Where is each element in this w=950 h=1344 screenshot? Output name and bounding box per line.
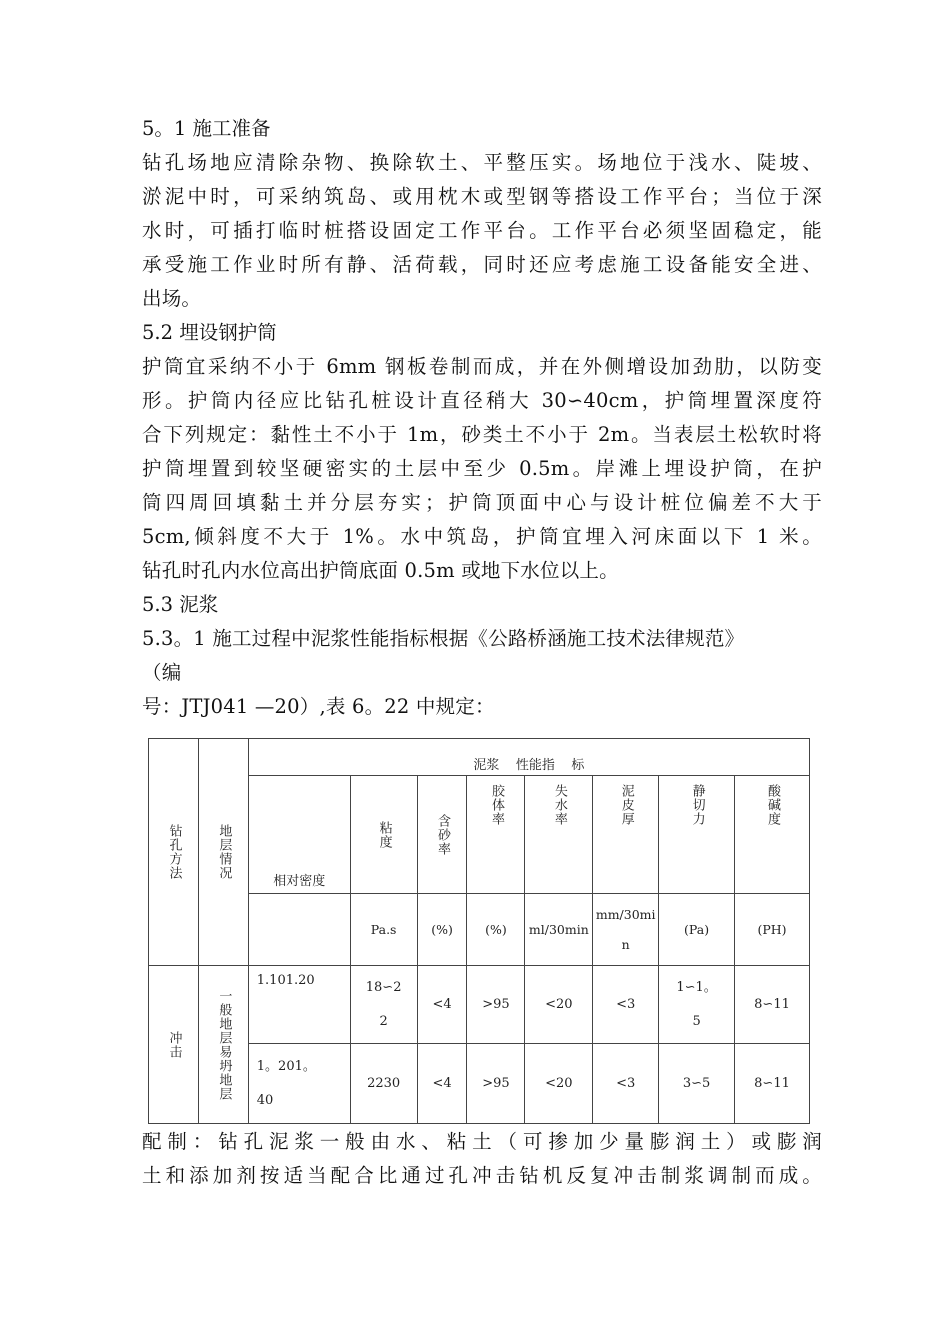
paragraph-line: 5cm,倾斜度不大于 1%。水中筑岛，护筒宜埋入河床面以下 1 米。 [142,525,822,548]
table-cell: 8∽11 [735,966,810,1044]
closing-paragraph [142,1125,822,1193]
table-cell: <4 [417,1044,467,1124]
header-colloid: 胶体率 [467,776,525,894]
header-sand: 含砂率 [417,776,467,894]
unit-viscosity: Pa.s [350,894,417,966]
table-cell: <3 [593,966,659,1044]
layer-header: 地层情况 [216,824,232,880]
method-cell [149,966,199,1124]
table-cell: <20 [525,1044,593,1124]
unit-shear: (Pa) [659,894,735,966]
paragraph-line: 筒四周回填黏土并分层夯实；护筒顶面中心与设计桩位偏差不大于 [142,491,822,514]
paragraph-line: 号：JTJ041 —20）,表 6。22 中规定： [142,695,495,718]
section-5-3-title: 5.3 泥浆 [142,593,219,616]
paragraph-line: 土和添加剂按适当配合比通过孔冲击钻机反复冲击制浆调制而成。 [142,1164,822,1187]
paragraph-line: 配制：钻孔泥浆一般由水、粘土（可掺加少量膨润土）或膨润 [142,1130,822,1153]
method-header-cell [149,739,199,966]
table-cell: 8∽11 [735,1044,810,1124]
paragraph-line: 形。护筒内径应比钻孔桩设计直径稍大 30∽40cm，护筒埋置深度符 [142,389,822,412]
table-cell: >95 [467,1044,525,1124]
layer-value: 一般地层易坍地层 [216,988,232,1101]
paragraph-line: 淤泥中时，可采纳筑岛、或用枕木或型钢等搭设工作平台；当位于深 [142,185,822,208]
header-viscosity: 粘度 [350,776,417,894]
document-body [142,112,822,724]
paragraph-line: 承受施工作业时所有静、活荷载，同时还应考虑施工设备能安全进、 [142,253,822,276]
header-shear: 静切力 [659,776,735,894]
header-ph: 酸碱度 [735,776,810,894]
group-header: 泥浆 性能指 标 [248,739,809,776]
table-cell: 1∽1。5 [659,966,735,1044]
paragraph-line: 出场。 [142,287,202,310]
layer-cell [198,966,248,1124]
paragraph-line: 5.3。1 施工过程中泥浆性能指标根据《公路桥涵施工技术法律规范》 [142,627,745,650]
paragraph-line: 护筒宜采纳不小于 6mm 钢板卷制而成，并在外侧增设加劲肋，以防变 [142,355,822,378]
method-header: 钻孔方法 [166,824,182,880]
unit-water-loss: ml/30min [525,894,593,966]
table-cell: <20 [525,966,593,1044]
mud-performance-table [148,738,810,1124]
section-5-1-title: 5。1 施工准备 [142,117,271,140]
table-cell: 18∽22 [350,966,417,1044]
layer-header-cell [198,739,248,966]
paragraph-line: 护筒埋置到较坚硬密实的土层中至少 0.5m。岸滩上埋设护筒，在护 [142,457,822,480]
method-value: 冲击 [166,1030,182,1059]
table-cell: <3 [593,1044,659,1124]
unit-colloid: (%) [467,894,525,966]
unit-sand: (%) [417,894,467,966]
table-cell: 2230 [350,1044,417,1124]
paragraph-line: 水时，可插打临时桩搭设固定工作平台。工作平台必须坚固稳定，能 [142,219,822,242]
table-cell: 3∽5 [659,1044,735,1124]
table-cell: 1.101.20 [248,966,350,1044]
unit-ph: (PH) [735,894,810,966]
header-water-loss: 失水率 [525,776,593,894]
section-5-2-title: 5.2 埋设钢护筒 [142,321,277,344]
paragraph-line: 钻孔场地应清除杂物、换除软土、平整压实。场地位于浅水、陡坡、 [142,151,822,174]
table-cell: 1。201。40 [248,1044,350,1124]
header-density: 相对密度 [248,776,350,894]
paragraph-line: 钻孔时孔内水位高出护筒底面 0.5m 或地下水位以上。 [142,559,619,582]
unit-mudcake: mm/30min [593,894,659,966]
table-cell: >95 [467,966,525,1044]
header-mudcake: 泥皮厚 [593,776,659,894]
unit-density [248,894,350,966]
paragraph-line: 合下列规定：黏性土不小于 1m，砂类土不小于 2m。当表层土松软时将 [142,423,822,446]
table-cell: <4 [417,966,467,1044]
paragraph-line: （编 [142,661,182,684]
